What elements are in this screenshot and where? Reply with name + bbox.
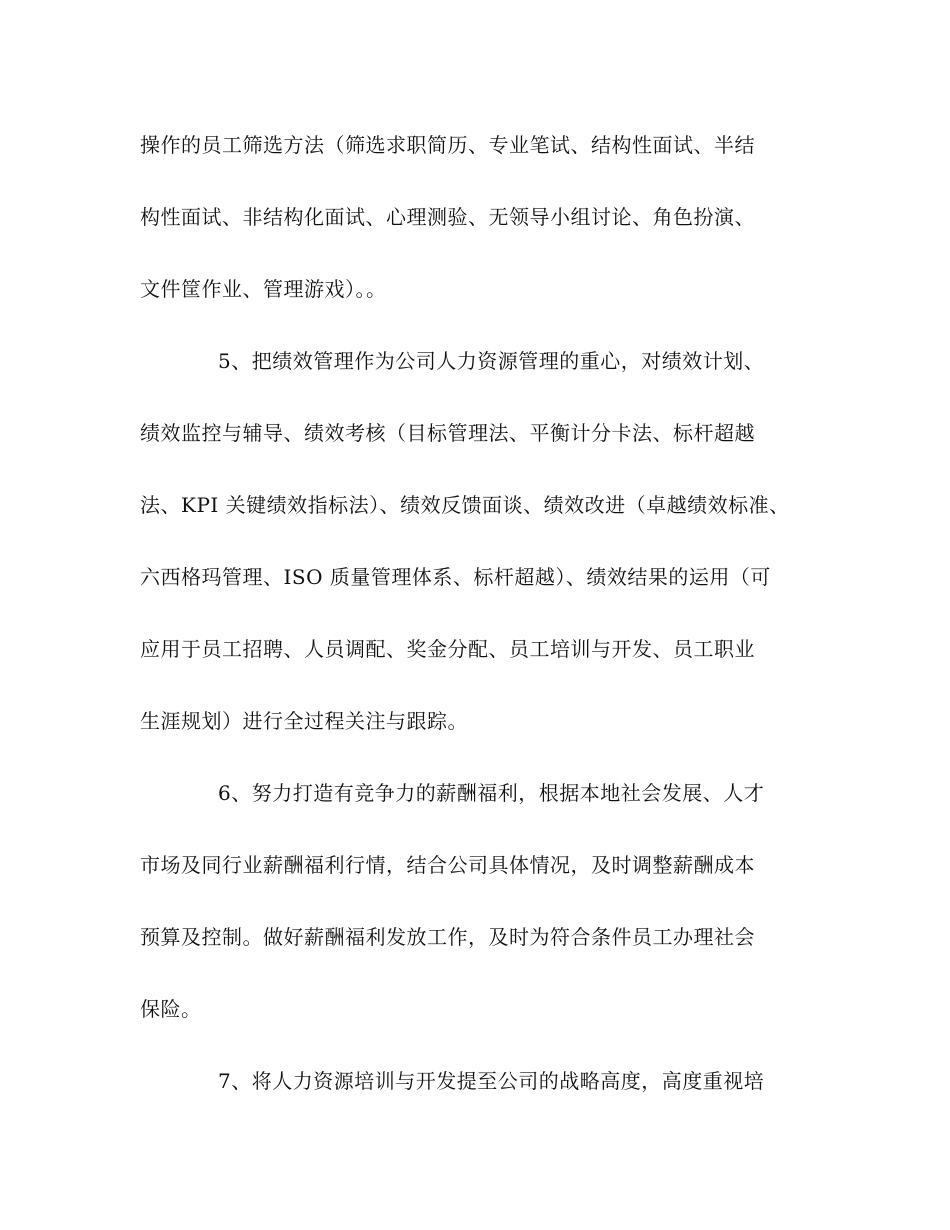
text-line-13: 保险。	[140, 997, 202, 1021]
text-line-5: 绩效监控与辅导、绩效考核（目标管理法、平衡计分卡法、标杆超越	[140, 421, 755, 445]
paragraph-6-start: 6、努力打造有竞争力的薪酬福利，根据本地社会发展、人才	[218, 781, 765, 805]
text-line-11: 市场及同行业薪酬福利行情，结合公司具体情况，及时调整薪酬成本	[140, 853, 755, 877]
text-line-8: 应用于员工招聘、人员调配、奖金分配、员工培训与开发、员工职业	[140, 637, 755, 661]
text-line-3: 文件筐作业、管理游戏）。。	[140, 277, 387, 301]
text-line-2: 构性面试、非结构化面试、心理测验、无领导小组讨论、角色扮演、	[140, 205, 755, 229]
text-line-6: 法、KPI 关键绩效指标法）、绩效反馈面谈、绩效改进（卓越绩效标准、	[140, 493, 790, 517]
paragraph-7-start: 7、将人力资源培训与开发提至公司的战略高度，高度重视培	[218, 1069, 765, 1093]
paragraph-5-start: 5、把绩效管理作为公司人力资源管理的重心，对绩效计划、	[218, 349, 765, 373]
text-line-9: 生涯规划）进行全过程关注与跟踪。	[140, 709, 468, 733]
text-line-1: 操作的员工筛选方法（筛选求职简历、专业笔试、结构性面试、半结	[140, 133, 755, 157]
text-line-12: 预算及控制。做好薪酬福利发放工作，及时为符合条件员工办理社会	[140, 925, 755, 949]
text-line-7: 六西格玛管理、ISO 质量管理体系、标杆超越）、绩效结果的运用（可	[140, 565, 771, 589]
